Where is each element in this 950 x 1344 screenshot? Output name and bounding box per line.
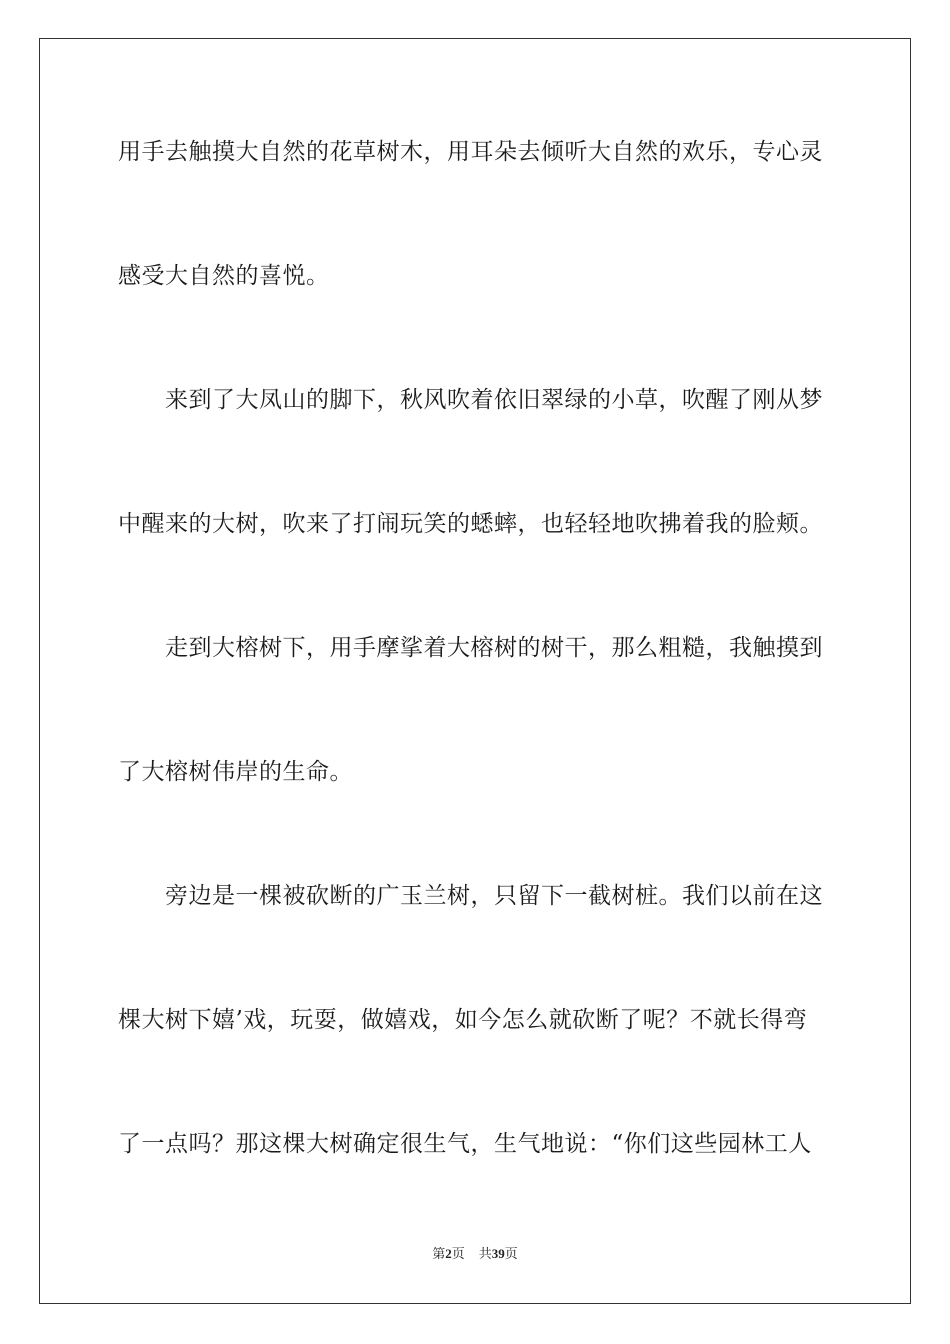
page-suffix: 页 (451, 1247, 465, 1262)
text-line-8: 棵大树下嬉’戏，玩耍，做嬉戏，如今怎么就砍断了呢？不就长得弯 (118, 1007, 808, 1033)
page-prefix: 第 (432, 1247, 446, 1262)
text-line-6: 了大榕树伟岸的生命。 (118, 759, 353, 785)
page-footer (0, 1246, 950, 1263)
page-number: 2 (445, 1246, 452, 1261)
total-prefix: 共 (478, 1247, 492, 1262)
text-line-1: 用手去触摸大自然的花草树木，用耳朵去倾听大自然的欢乐，专心灵 (118, 139, 823, 165)
text-line-4: 中醒来的大树，吹来了打闹玩笑的蟋蟀，也轻轻地吹拂着我的脸颊。 (118, 511, 823, 537)
text-line-5: 走到大榕树下，用手摩挲着大榕树的树干，那么粗糙，我触摸到 (165, 635, 823, 661)
text-line-7: 旁边是一棵被砍断的广玉兰树，只留下一截树桩。我们以前在这 (165, 883, 823, 909)
text-line-3: 来到了大凤山的脚下，秋风吹着依旧翠绿的小草，吹醒了刚从梦 (165, 387, 823, 413)
text-line-9: 了一点吗？那这棵大树确定很生气，生气地说：“你们这些园林工人 (118, 1131, 812, 1157)
total-suffix: 页 (504, 1247, 518, 1262)
page-border (39, 38, 911, 1304)
text-line-2: 感受大自然的喜悦。 (118, 263, 330, 289)
total-pages: 39 (491, 1246, 505, 1261)
